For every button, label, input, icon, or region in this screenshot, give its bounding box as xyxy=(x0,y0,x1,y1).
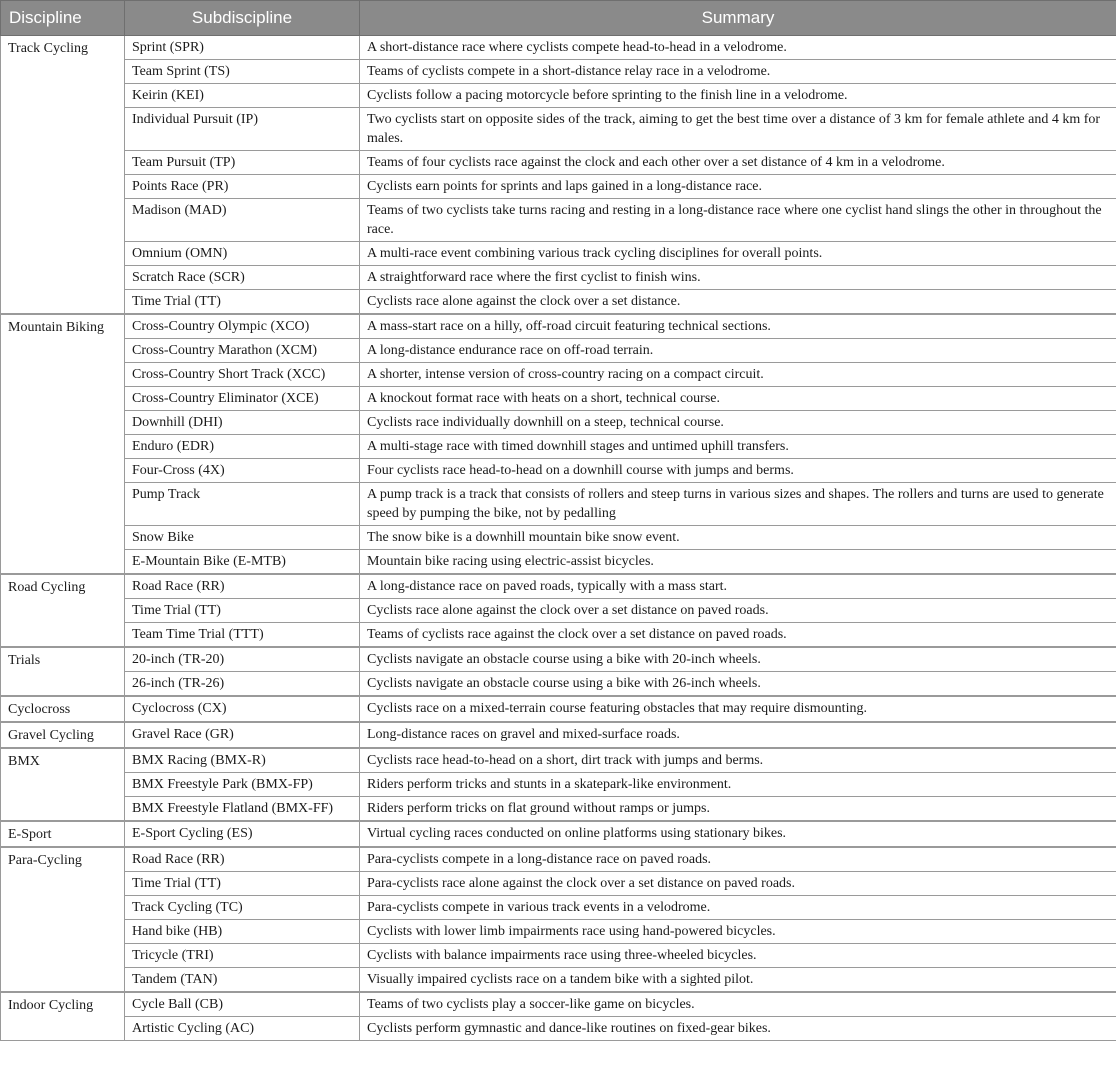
discipline-cell: Mountain Biking xyxy=(1,314,125,574)
summary-cell: Cyclists follow a pacing motorcycle before sprinting to the finish line in a velodrome. xyxy=(360,84,1116,108)
subdiscipline-cell: Points Race (PR) xyxy=(125,175,360,199)
subdiscipline-cell: Individual Pursuit (IP) xyxy=(125,108,360,151)
table-row xyxy=(1,847,1116,872)
subdiscipline-cell: BMX Racing (BMX-R) xyxy=(125,748,360,773)
subdiscipline-cell: Road Race (RR) xyxy=(125,574,360,599)
summary-cell: A short-distance race where cyclists compete head-to-head in a velodrome. xyxy=(360,36,1116,60)
table-row xyxy=(1,526,1116,550)
table-row xyxy=(1,483,1116,526)
discipline-cell: BMX xyxy=(1,748,125,821)
header-summary: Summary xyxy=(360,1,1116,36)
discipline-cell: E-Sport xyxy=(1,821,125,847)
subdiscipline-cell: Artistic Cycling (AC) xyxy=(125,1017,360,1041)
subdiscipline-cell: Tandem (TAN) xyxy=(125,968,360,993)
table-row xyxy=(1,797,1116,822)
subdiscipline-cell: Sprint (SPR) xyxy=(125,36,360,60)
summary-cell: The snow bike is a downhill mountain bike snow event. xyxy=(360,526,1116,550)
summary-cell: Cyclists race alone against the clock over a set distance. xyxy=(360,290,1116,315)
table-row xyxy=(1,314,1116,339)
discipline-cell: Para-Cycling xyxy=(1,847,125,992)
subdiscipline-cell: 20-inch (TR-20) xyxy=(125,647,360,672)
subdiscipline-cell: Team Sprint (TS) xyxy=(125,60,360,84)
table-row xyxy=(1,199,1116,242)
summary-cell: Cyclists race head-to-head on a short, dirt track with jumps and berms. xyxy=(360,748,1116,773)
subdiscipline-cell: E-Mountain Bike (E-MTB) xyxy=(125,550,360,575)
summary-cell: Cyclists with lower limb impairments race using hand-powered bicycles. xyxy=(360,920,1116,944)
discipline-cell: Trials xyxy=(1,647,125,696)
table-row xyxy=(1,151,1116,175)
table-row xyxy=(1,290,1116,315)
table-body xyxy=(1,36,1116,1041)
summary-cell: A shorter, intense version of cross-country racing on a compact circuit. xyxy=(360,363,1116,387)
summary-cell: Para-cyclists compete in a long-distance race on paved roads. xyxy=(360,847,1116,872)
subdiscipline-cell: Time Trial (TT) xyxy=(125,599,360,623)
summary-cell: Cyclists race individually downhill on a steep, technical course. xyxy=(360,411,1116,435)
summary-cell: Cyclists with balance impairments race using three-wheeled bicycles. xyxy=(360,944,1116,968)
subdiscipline-cell: Cross-Country Marathon (XCM) xyxy=(125,339,360,363)
header-row xyxy=(1,1,1116,36)
summary-cell: Mountain bike racing using electric-assist bicycles. xyxy=(360,550,1116,575)
table-row xyxy=(1,992,1116,1017)
table-row xyxy=(1,84,1116,108)
subdiscipline-cell: Time Trial (TT) xyxy=(125,872,360,896)
discipline-cell: Indoor Cycling xyxy=(1,992,125,1041)
table-row xyxy=(1,1017,1116,1041)
summary-cell: Teams of two cyclists play a soccer-like game on bicycles. xyxy=(360,992,1116,1017)
summary-cell: Cyclists navigate an obstacle course using a bike with 20-inch wheels. xyxy=(360,647,1116,672)
table-row xyxy=(1,944,1116,968)
table-row xyxy=(1,968,1116,993)
table-row xyxy=(1,550,1116,575)
summary-cell: Visually impaired cyclists race on a tandem bike with a sighted pilot. xyxy=(360,968,1116,993)
subdiscipline-cell: BMX Freestyle Flatland (BMX-FF) xyxy=(125,797,360,822)
table-row xyxy=(1,175,1116,199)
table-row xyxy=(1,60,1116,84)
subdiscipline-cell: E-Sport Cycling (ES) xyxy=(125,821,360,847)
subdiscipline-cell: Cross-Country Olympic (XCO) xyxy=(125,314,360,339)
subdiscipline-cell: Omnium (OMN) xyxy=(125,242,360,266)
header-discipline: Discipline xyxy=(1,1,125,36)
subdiscipline-cell: Downhill (DHI) xyxy=(125,411,360,435)
subdiscipline-cell: Gravel Race (GR) xyxy=(125,722,360,748)
summary-cell: Para-cyclists race alone against the clock over a set distance on paved roads. xyxy=(360,872,1116,896)
summary-cell: A long-distance race on paved roads, typically with a mass start. xyxy=(360,574,1116,599)
table-row xyxy=(1,36,1116,60)
summary-cell: Virtual cycling races conducted on online platforms using stationary bikes. xyxy=(360,821,1116,847)
summary-cell: A multi-race event combining various track cycling disciplines for overall points. xyxy=(360,242,1116,266)
table-row xyxy=(1,339,1116,363)
discipline-cell: Road Cycling xyxy=(1,574,125,647)
table-row xyxy=(1,647,1116,672)
subdiscipline-cell: BMX Freestyle Park (BMX-FP) xyxy=(125,773,360,797)
table-row xyxy=(1,108,1116,151)
table-row xyxy=(1,266,1116,290)
summary-cell: Two cyclists start on opposite sides of the track, aiming to get the best time over a distance of 3 km for female athlete and 4 km for males. xyxy=(360,108,1116,151)
subdiscipline-cell: Cross-Country Short Track (XCC) xyxy=(125,363,360,387)
table-row xyxy=(1,387,1116,411)
table-row xyxy=(1,748,1116,773)
summary-cell: A mass-start race on a hilly, off-road circuit featuring technical sections. xyxy=(360,314,1116,339)
table-row xyxy=(1,872,1116,896)
summary-cell: Cyclists race on a mixed-terrain course featuring obstacles that may require dismounting. xyxy=(360,696,1116,722)
summary-cell: A multi-stage race with timed downhill stages and untimed uphill transfers. xyxy=(360,435,1116,459)
subdiscipline-cell: 26-inch (TR-26) xyxy=(125,672,360,697)
subdiscipline-cell: Keirin (KEI) xyxy=(125,84,360,108)
summary-cell: A knockout format race with heats on a short, technical course. xyxy=(360,387,1116,411)
summary-cell: Long-distance races on gravel and mixed-surface roads. xyxy=(360,722,1116,748)
table-row xyxy=(1,242,1116,266)
subdiscipline-cell: Road Race (RR) xyxy=(125,847,360,872)
summary-cell: Cyclists navigate an obstacle course using a bike with 26-inch wheels. xyxy=(360,672,1116,697)
table-row xyxy=(1,773,1116,797)
summary-cell: Teams of two cyclists take turns racing and resting in a long-distance race where one cyclist hand slings the other in throughout the race. xyxy=(360,199,1116,242)
table-row xyxy=(1,821,1116,847)
table-row xyxy=(1,411,1116,435)
subdiscipline-cell: Hand bike (HB) xyxy=(125,920,360,944)
table-row xyxy=(1,896,1116,920)
summary-cell: A straightforward race where the first cyclist to finish wins. xyxy=(360,266,1116,290)
subdiscipline-cell: Team Time Trial (TTT) xyxy=(125,623,360,648)
table-row xyxy=(1,623,1116,648)
table-row xyxy=(1,363,1116,387)
summary-cell: Cyclists race alone against the clock over a set distance on paved roads. xyxy=(360,599,1116,623)
summary-cell: Teams of four cyclists race against the clock and each other over a set distance of 4 km in a velodrome. xyxy=(360,151,1116,175)
table-row xyxy=(1,574,1116,599)
subdiscipline-cell: Enduro (EDR) xyxy=(125,435,360,459)
summary-cell: Para-cyclists compete in various track events in a velodrome. xyxy=(360,896,1116,920)
table-row xyxy=(1,696,1116,722)
table-row xyxy=(1,672,1116,697)
subdiscipline-cell: Four-Cross (4X) xyxy=(125,459,360,483)
subdiscipline-cell: Snow Bike xyxy=(125,526,360,550)
summary-cell: Teams of cyclists race against the clock over a set distance on paved roads. xyxy=(360,623,1116,648)
summary-cell: Riders perform tricks on flat ground without ramps or jumps. xyxy=(360,797,1116,822)
subdiscipline-cell: Pump Track xyxy=(125,483,360,526)
table-row xyxy=(1,599,1116,623)
table-row xyxy=(1,920,1116,944)
subdiscipline-cell: Madison (MAD) xyxy=(125,199,360,242)
header-subdiscipline: Subdiscipline xyxy=(125,1,360,36)
discipline-cell: Cyclocross xyxy=(1,696,125,722)
subdiscipline-cell: Cyclocross (CX) xyxy=(125,696,360,722)
summary-cell: Riders perform tricks and stunts in a skatepark-like environment. xyxy=(360,773,1116,797)
subdiscipline-cell: Cross-Country Eliminator (XCE) xyxy=(125,387,360,411)
subdiscipline-cell: Scratch Race (SCR) xyxy=(125,266,360,290)
summary-cell: Cyclists perform gymnastic and dance-like routines on fixed-gear bikes. xyxy=(360,1017,1116,1041)
table-row xyxy=(1,722,1116,748)
subdiscipline-cell: Team Pursuit (TP) xyxy=(125,151,360,175)
discipline-cell: Gravel Cycling xyxy=(1,722,125,748)
summary-cell: Four cyclists race head-to-head on a downhill course with jumps and berms. xyxy=(360,459,1116,483)
subdiscipline-cell: Tricycle (TRI) xyxy=(125,944,360,968)
summary-cell: A long-distance endurance race on off-road terrain. xyxy=(360,339,1116,363)
table-row xyxy=(1,435,1116,459)
subdiscipline-cell: Cycle Ball (CB) xyxy=(125,992,360,1017)
subdiscipline-cell: Track Cycling (TC) xyxy=(125,896,360,920)
discipline-cell: Track Cycling xyxy=(1,36,125,315)
subdiscipline-cell: Time Trial (TT) xyxy=(125,290,360,315)
summary-cell: Cyclists earn points for sprints and laps gained in a long-distance race. xyxy=(360,175,1116,199)
summary-cell: A pump track is a track that consists of rollers and steep turns in various sizes and shapes. The rollers and turns are used to generate speed by pumping the bike, not by pedalling xyxy=(360,483,1116,526)
summary-cell: Teams of cyclists compete in a short-distance relay race in a velodrome. xyxy=(360,60,1116,84)
table-row xyxy=(1,459,1116,483)
